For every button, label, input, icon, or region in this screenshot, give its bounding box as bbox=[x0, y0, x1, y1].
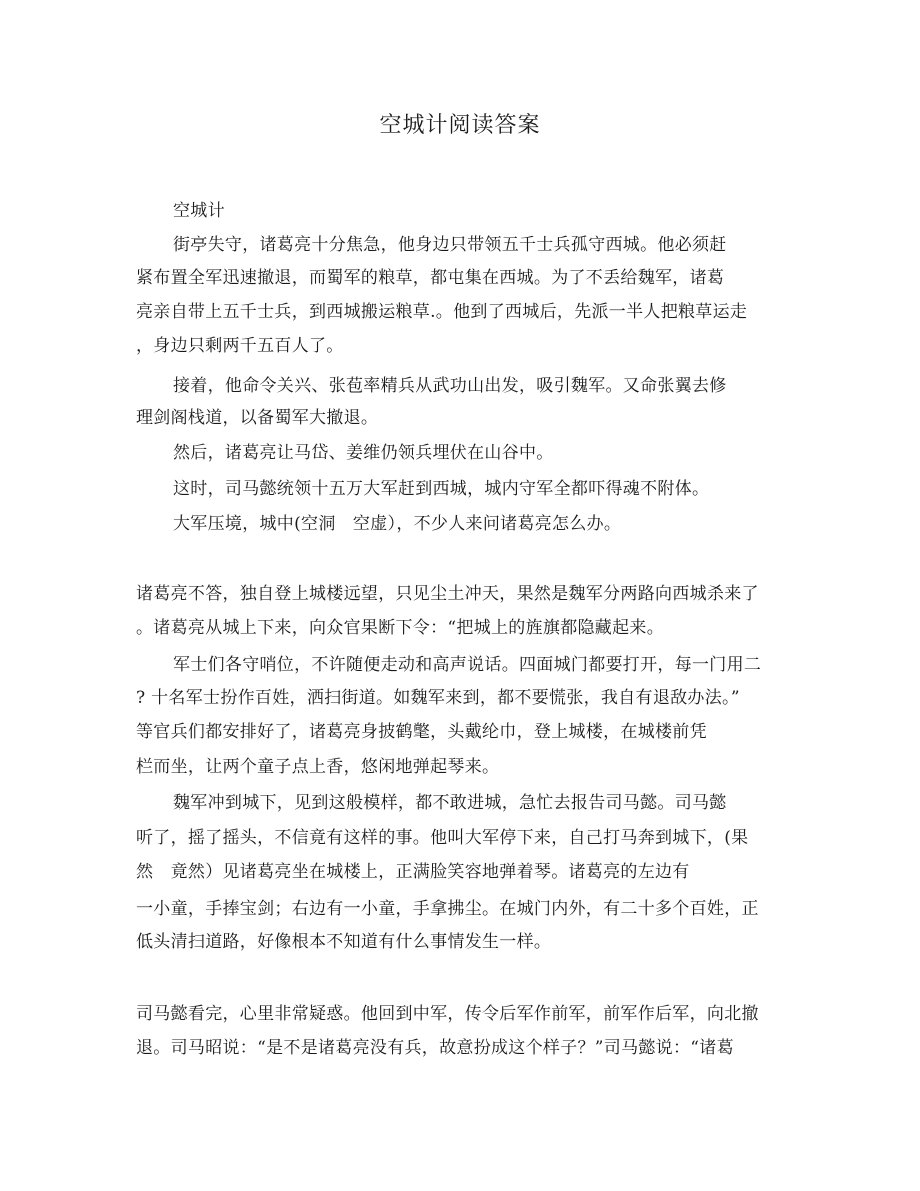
text-line: ? 十名军士扮作百姓，洒扫街道。如魏军来到，都不要慌张，我自有退敌办法。” bbox=[136, 688, 740, 708]
text-line: 低头清扫道路，好像根本不知道有什么事情发生一样。 bbox=[136, 932, 552, 952]
text-line: 诸葛亮不答，独自登上城楼远望，只见尘土冲天，果然是魏军分两路向西城杀来了 bbox=[136, 584, 759, 604]
text-line: 。诸葛亮从城上下来，向众官果断下令：“把城上的旌旗都隐藏起来。 bbox=[136, 618, 664, 638]
text-line: 紧布置全军迅速撤退，而蜀军的粮草，都屯集在西城。为了不丢给魏军，诸葛 bbox=[136, 268, 725, 288]
text-line: ，身边只剩两千五百人了。 bbox=[136, 336, 344, 356]
text-line: 大军压境，城中(空洞 空虚），不少人来问诸葛亮怎么办。 bbox=[173, 514, 622, 534]
text-line: 街亭失守，诸葛亮十分焦急，他身边只带领五千士兵孤守西城。他必须赶 bbox=[173, 235, 727, 255]
text-line: 退。司马昭说：“是不是诸葛亮没有兵，故意扮成这个样子？”司马懿说：“诸葛 bbox=[136, 1038, 734, 1058]
text-line: 一小童，手捧宝剑；右边有一小童，手拿拂尘。在城门内外，有二十多个百姓，正 bbox=[136, 899, 759, 919]
text-line: 亮亲自带上五千士兵，到西城搬运粮草.。他到了西城后，先派一半人把粮草运走 bbox=[136, 302, 748, 322]
text-line: 接着，他命令关兴、张苞率精兵从武功山出发，吸引魏军。又命张翼去修 bbox=[173, 376, 727, 396]
text-line: 然 竟然）见诸葛亮坐在城楼上，正满脸笑容地弹着琴。诸葛亮的左边有 bbox=[136, 862, 690, 882]
text-line: 理剑阁栈道，以备蜀军大撤退。 bbox=[136, 408, 379, 428]
section-heading: 空城计 bbox=[173, 201, 225, 221]
text-line: 等官兵们都安排好了，诸葛亮身披鹤氅，头戴纶巾，登上城楼，在城楼前凭 bbox=[136, 722, 707, 742]
text-line: 魏军冲到城下，见到这般模样，都不敢进城，急忙去报告司马懿。司马懿 bbox=[173, 793, 727, 813]
text-line: 栏而坐，让两个童子点上香，悠闲地弹起琴来。 bbox=[136, 757, 500, 777]
text-line: 这时，司马懿统领十五万大军赶到西城，城内守军全都吓得魂不附体。 bbox=[173, 479, 710, 499]
document-title: 空城计阅读答案 bbox=[379, 113, 541, 138]
text-line: 然后，诸葛亮让马岱、姜维仍领兵埋伏在山谷中。 bbox=[173, 443, 554, 463]
text-line: 司马懿看完，心里非常疑惑。他回到中军，传令后军作前军，前军作后军，向北撤 bbox=[136, 1004, 759, 1024]
text-line: 军士们各守哨位，不许随便走动和高声说话。四面城门都要打开，每一门用二 bbox=[173, 655, 762, 675]
text-line: 听了，摇了摇头，不信竟有这样的事。他叫大军停下来，自己打马奔到城下，(果 bbox=[136, 828, 749, 848]
